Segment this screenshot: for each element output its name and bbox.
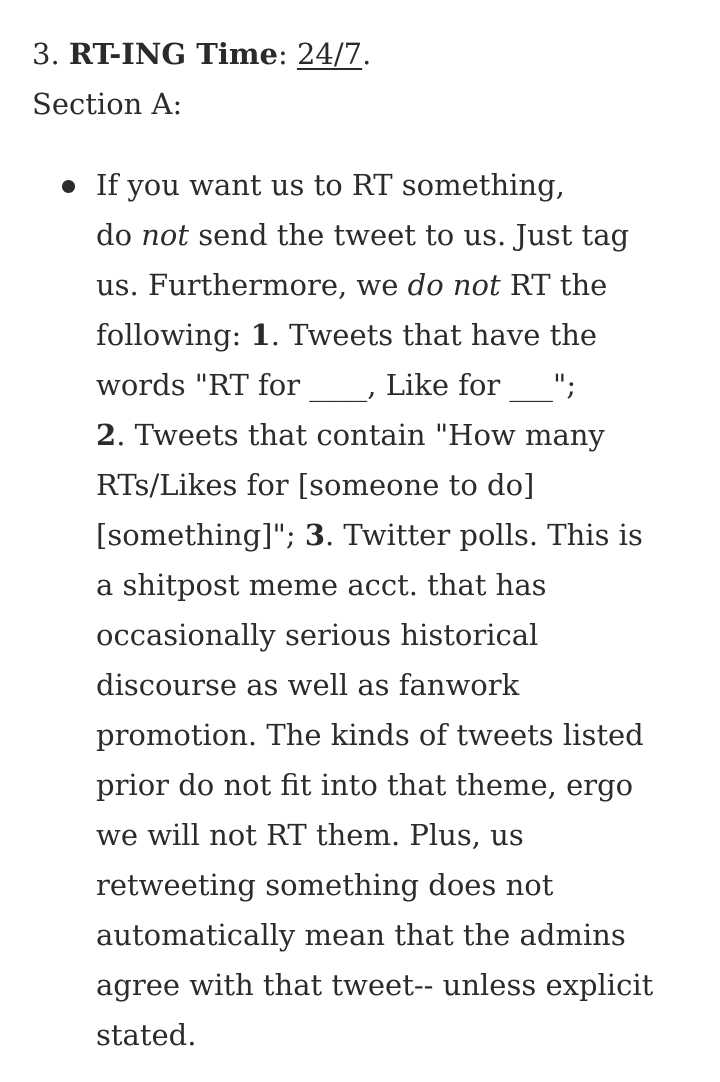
rule-value: 24/7	[296, 37, 363, 71]
italic-text: not	[141, 218, 190, 252]
text-segment: . Tweets that have the	[270, 318, 598, 352]
text-line	[96, 210, 672, 260]
section-title: Section A:	[32, 87, 183, 121]
text-segment: agree with that tweet-- unless explicit	[96, 968, 654, 1002]
text-line	[96, 910, 672, 960]
rule-label: RT-ING Time	[68, 37, 278, 71]
text-line	[96, 660, 672, 710]
rule-number: 3.	[32, 37, 60, 71]
text-segment: . Twitter polls. This is	[325, 518, 643, 552]
rule-end: .	[362, 37, 372, 71]
text-line	[96, 460, 672, 510]
text-segment: . Tweets that contain "How many	[116, 418, 605, 452]
rule-heading	[32, 34, 690, 74]
bullet-list	[32, 160, 690, 1060]
text-segment: words "RT for ____, Like for ___";	[96, 368, 577, 402]
text-line	[96, 810, 672, 860]
text-segment: us. Furthermore, we	[96, 268, 408, 302]
text-line	[96, 760, 672, 810]
text-segment: RTs/Likes for [someone to do]	[96, 468, 535, 502]
text-segment: If you want us to RT something,	[96, 168, 565, 202]
text-segment: prior do not fit into that theme, ergo	[96, 768, 634, 802]
italic-text: do not	[407, 268, 501, 302]
text-line	[96, 160, 672, 210]
text-line	[96, 860, 672, 910]
text-line	[96, 560, 672, 610]
text-line	[96, 710, 672, 760]
text-segment: [something]";	[96, 518, 305, 552]
text-line	[96, 610, 672, 660]
text-segment: send the tweet to us. Just tag	[189, 218, 630, 252]
text-segment: occasionally serious historical	[96, 618, 539, 652]
text-segment: retweeting something does not	[96, 868, 554, 902]
text-line	[96, 360, 672, 410]
text-segment: promotion. The kinds of tweets listed	[96, 718, 644, 752]
text-segment: a shitpost meme acct. that has	[96, 568, 547, 602]
text-line	[96, 410, 672, 460]
list-item	[32, 160, 672, 1060]
text-line	[96, 310, 672, 360]
text-segment: stated.	[96, 1018, 197, 1052]
text-line	[96, 1010, 672, 1060]
text-segment: RT the	[500, 268, 608, 302]
text-line	[96, 510, 672, 560]
text-segment: do	[96, 218, 142, 252]
rule-separator: :	[277, 37, 288, 71]
text-segment: automatically mean that the admins	[96, 918, 626, 952]
text-segment: following:	[96, 318, 251, 352]
bold-text: 3	[304, 518, 325, 552]
bullet-paragraph	[96, 160, 672, 1060]
bold-text: 1	[250, 318, 271, 352]
text-line	[96, 260, 672, 310]
text-line	[96, 960, 672, 1010]
bullet-icon	[62, 180, 75, 193]
bold-text: 2	[96, 418, 117, 452]
text-segment: we will not RT them. Plus, us	[96, 818, 524, 852]
text-segment: discourse as well as fanwork	[96, 668, 520, 702]
